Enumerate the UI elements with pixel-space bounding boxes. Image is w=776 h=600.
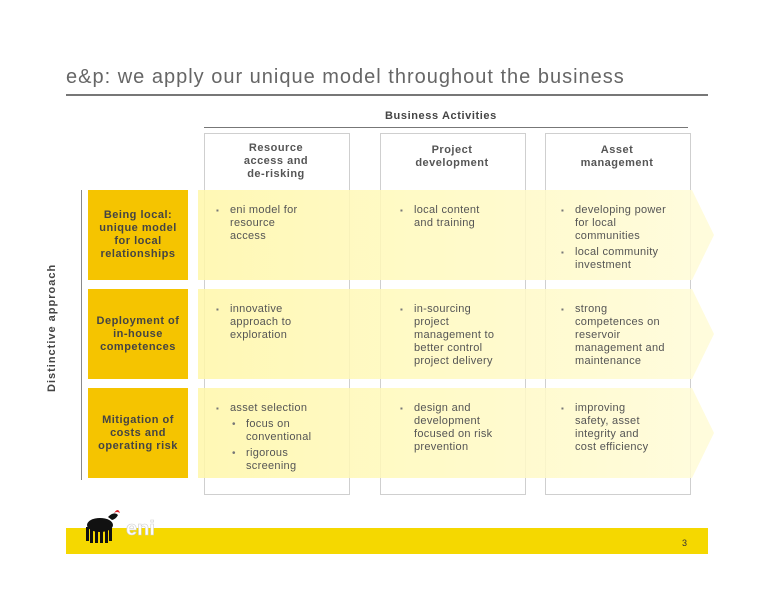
bullet-list <box>216 303 346 342</box>
sub-bullet-item: • rigorous screening <box>232 447 346 473</box>
bullet-item: ▪ strong competences on reservoir management and maintenance <box>561 303 693 368</box>
bullet-list <box>400 303 530 368</box>
bullet-item: ▪ improving safety, asset integrity and cost efficiency <box>561 402 693 454</box>
bullet-list <box>216 204 346 243</box>
cell-r3-c3 <box>561 402 693 457</box>
business-activities-divider <box>204 127 688 128</box>
cell-r1-c2 <box>400 204 530 233</box>
svg-text:eni: eni <box>126 518 155 540</box>
bullet-list <box>561 204 693 272</box>
cell-r2-c3 <box>561 303 693 371</box>
cell-r1-c3 <box>561 204 693 275</box>
distinctive-approach-divider <box>81 190 82 480</box>
bullet-list <box>216 402 346 473</box>
bullet-list <box>561 402 693 454</box>
bullet-item: ▪ asset selection <box>216 402 346 415</box>
bullet-item: ▪ design and development focused on risk prevention <box>400 402 530 454</box>
row-label-deployment: Deployment of in-house competences <box>88 289 188 379</box>
bullet-item: ▪ innovative approach to exploration <box>216 303 346 342</box>
bullet-list <box>561 303 693 368</box>
page-title: e&p: we apply our unique model throughout the business <box>66 66 625 88</box>
cell-r2-c1 <box>216 303 346 345</box>
cell-r3-c1 <box>216 402 346 476</box>
sub-bullet-item: • focus on conventional <box>232 418 346 444</box>
row-label-mitigation: Mitigation of costs and operating risk <box>88 388 188 478</box>
bullet-item: ▪ local content and training <box>400 204 530 230</box>
cell-r1-c1 <box>216 204 346 246</box>
row-band-arrow-3 <box>692 388 714 478</box>
distinctive-approach-label: Distinctive approach <box>46 263 58 392</box>
row-band-arrow-2 <box>692 289 714 379</box>
bullet-item: ▪ in-sourcing project management to better control project delivery <box>400 303 530 368</box>
bullet-item: ▪ developing power for local communities <box>561 204 693 243</box>
bullet-item: ▪ eni model for resource access <box>216 204 346 243</box>
eni-logo <box>78 505 168 552</box>
eni-six-legged-dog-logo-icon <box>78 505 168 547</box>
page-number: 3 <box>682 538 688 548</box>
row-label-being-local: Being local: unique model for local relationships <box>88 190 188 280</box>
column-header-resource: Resource access and de-risking <box>243 142 309 180</box>
cell-r3-c2 <box>400 402 530 457</box>
column-header-project: Project development <box>415 144 489 169</box>
cell-r2-c2 <box>400 303 530 371</box>
bullet-list <box>400 402 530 454</box>
row-band-arrow-1 <box>692 190 714 280</box>
bullet-item: ▪ local community investment <box>561 246 693 272</box>
column-header-asset: Asset management <box>580 144 654 169</box>
title-divider <box>66 94 708 96</box>
business-activities-label: Business Activities <box>385 110 497 122</box>
bullet-list <box>400 204 530 230</box>
